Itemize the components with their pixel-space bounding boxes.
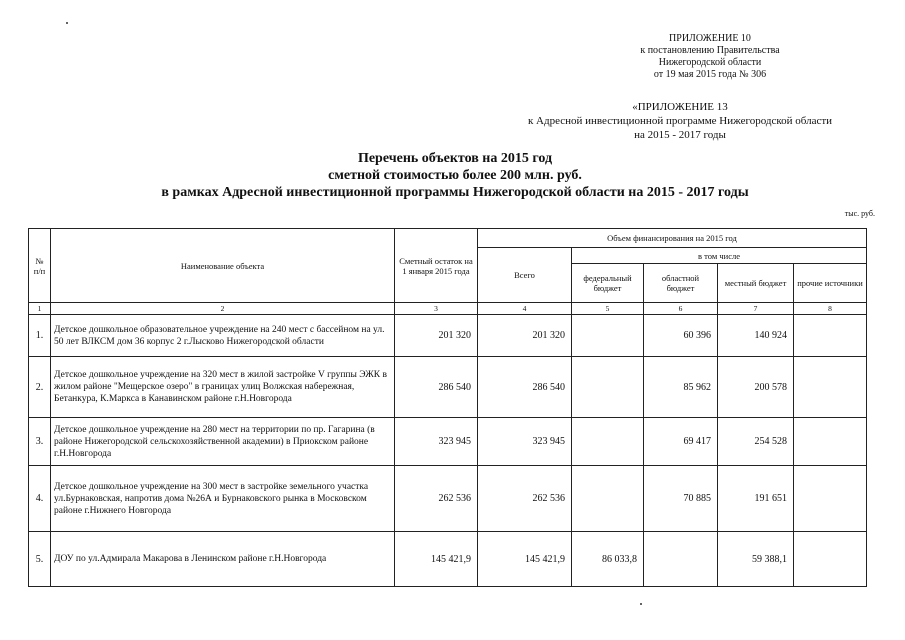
row-balance: 145 421,9 <box>395 532 478 587</box>
appendix-10-line4: от 19 мая 2015 года № 306 <box>653 69 767 80</box>
row-name: ДОУ по ул.Адмирала Макарова в Ленинском районе г.Н.Новгорода <box>51 532 395 587</box>
col-index: 5 <box>572 303 644 315</box>
table-row <box>29 357 867 418</box>
scan-speck <box>640 603 642 605</box>
row-local: 254 528 <box>718 418 794 466</box>
row-other <box>794 315 867 357</box>
row-federal <box>572 466 644 532</box>
appendix-10-line1: ПРИЛОЖЕНИЕ 10 <box>669 33 751 44</box>
appendix-13-block <box>490 100 870 142</box>
header-regional: областной бюджет <box>644 264 718 303</box>
row-balance: 262 536 <box>395 466 478 532</box>
table-row <box>29 532 867 587</box>
row-federal <box>572 357 644 418</box>
row-local: 140 924 <box>718 315 794 357</box>
row-total: 145 421,9 <box>478 532 572 587</box>
col-index: 4 <box>478 303 572 315</box>
row-num: 4. <box>29 466 51 532</box>
row-local: 191 651 <box>718 466 794 532</box>
header-financing: Объем финансирования на 2015 год <box>478 229 867 248</box>
unit-label: тыс. руб. <box>844 209 875 218</box>
appendix-10-line2: к постановлению Правительства <box>640 45 780 56</box>
scan-speck <box>66 22 68 24</box>
row-num: 1. <box>29 315 51 357</box>
row-federal <box>572 315 644 357</box>
row-federal: 86 033,8 <box>572 532 644 587</box>
appendix-10-line3: Нижегородской области <box>658 57 762 68</box>
header-total: Всего <box>478 248 572 303</box>
objects-table <box>28 228 867 587</box>
row-name: Детское дошкольное образовательное учреждение на 240 мест с бассейном на ул. 50 лет ВЛКСМ дом 36 корпус 2 г.Лысково Нижегородской области <box>51 315 395 357</box>
row-federal <box>572 418 644 466</box>
col-index: 3 <box>395 303 478 315</box>
row-regional <box>644 532 718 587</box>
row-num: 3. <box>29 418 51 466</box>
row-regional: 69 417 <box>644 418 718 466</box>
col-index: 2 <box>51 303 395 315</box>
appendix-13-line3: на 2015 - 2017 годы <box>634 129 726 141</box>
row-local: 59 388,1 <box>718 532 794 587</box>
header-name: Наименование объекта <box>51 229 395 303</box>
col-index: 6 <box>644 303 718 315</box>
row-other <box>794 466 867 532</box>
row-balance: 201 320 <box>395 315 478 357</box>
row-regional: 70 885 <box>644 466 718 532</box>
document-title <box>40 150 870 201</box>
appendix-13-line2: к Адресной инвестиционной программе Нижегородской области <box>527 115 833 127</box>
row-total: 201 320 <box>478 315 572 357</box>
row-total: 286 540 <box>478 357 572 418</box>
header-num: № п/п <box>29 229 51 303</box>
row-other <box>794 418 867 466</box>
row-local: 200 578 <box>718 357 794 418</box>
title-line3: в рамках Адресной инвестиционной программы Нижегородской области на 2015 - 2017 годы <box>161 185 749 200</box>
title-line2: сметной стоимостью более 200 млн. руб. <box>328 168 582 183</box>
header-balance: Сметный остаток на 1 января 2015 года <box>395 229 478 303</box>
header-federal: федеральный бюджет <box>572 264 644 303</box>
header-other: прочие источники <box>794 264 867 303</box>
table-row <box>29 466 867 532</box>
header-including: в том числе <box>572 248 867 264</box>
appendix-13-line1: «ПРИЛОЖЕНИЕ 13 <box>632 101 728 113</box>
col-index: 8 <box>794 303 867 315</box>
row-balance: 286 540 <box>395 357 478 418</box>
row-num: 2. <box>29 357 51 418</box>
row-other <box>794 532 867 587</box>
title-line1: Перечень объектов на 2015 год <box>357 151 553 166</box>
row-name: Детское дошкольное учреждение на 300 мест в застройке земельного участка ул.Бурнаковская, напротив дома №26А и Бурнаковского рынка в Московском районе г.Нижнего Новгорода <box>51 466 395 532</box>
row-name: Детское дошкольное учреждение на 320 мест в жилой застройке V группы ЭЖК в жилом районе "Мещерское озеро" в границах улиц Волжская набережная, Бетанкура, К.Маркса в Канавинском районе г.Н.Новгорода <box>51 357 395 418</box>
row-num: 5. <box>29 532 51 587</box>
row-total: 323 945 <box>478 418 572 466</box>
row-other <box>794 357 867 418</box>
row-regional: 60 396 <box>644 315 718 357</box>
col-index: 1 <box>29 303 51 315</box>
row-name: Детское дошкольное учреждение на 280 мест на территории по пр. Гагарина (в районе Нижегородской сельскохозяйственной академии) в Приокском районе г.Н.Новгорода <box>51 418 395 466</box>
row-regional: 85 962 <box>644 357 718 418</box>
table-row <box>29 418 867 466</box>
row-total: 262 536 <box>478 466 572 532</box>
appendix-10-block <box>590 33 830 81</box>
table-row <box>29 315 867 357</box>
row-balance: 323 945 <box>395 418 478 466</box>
col-index: 7 <box>718 303 794 315</box>
header-local: местный бюджет <box>718 264 794 303</box>
